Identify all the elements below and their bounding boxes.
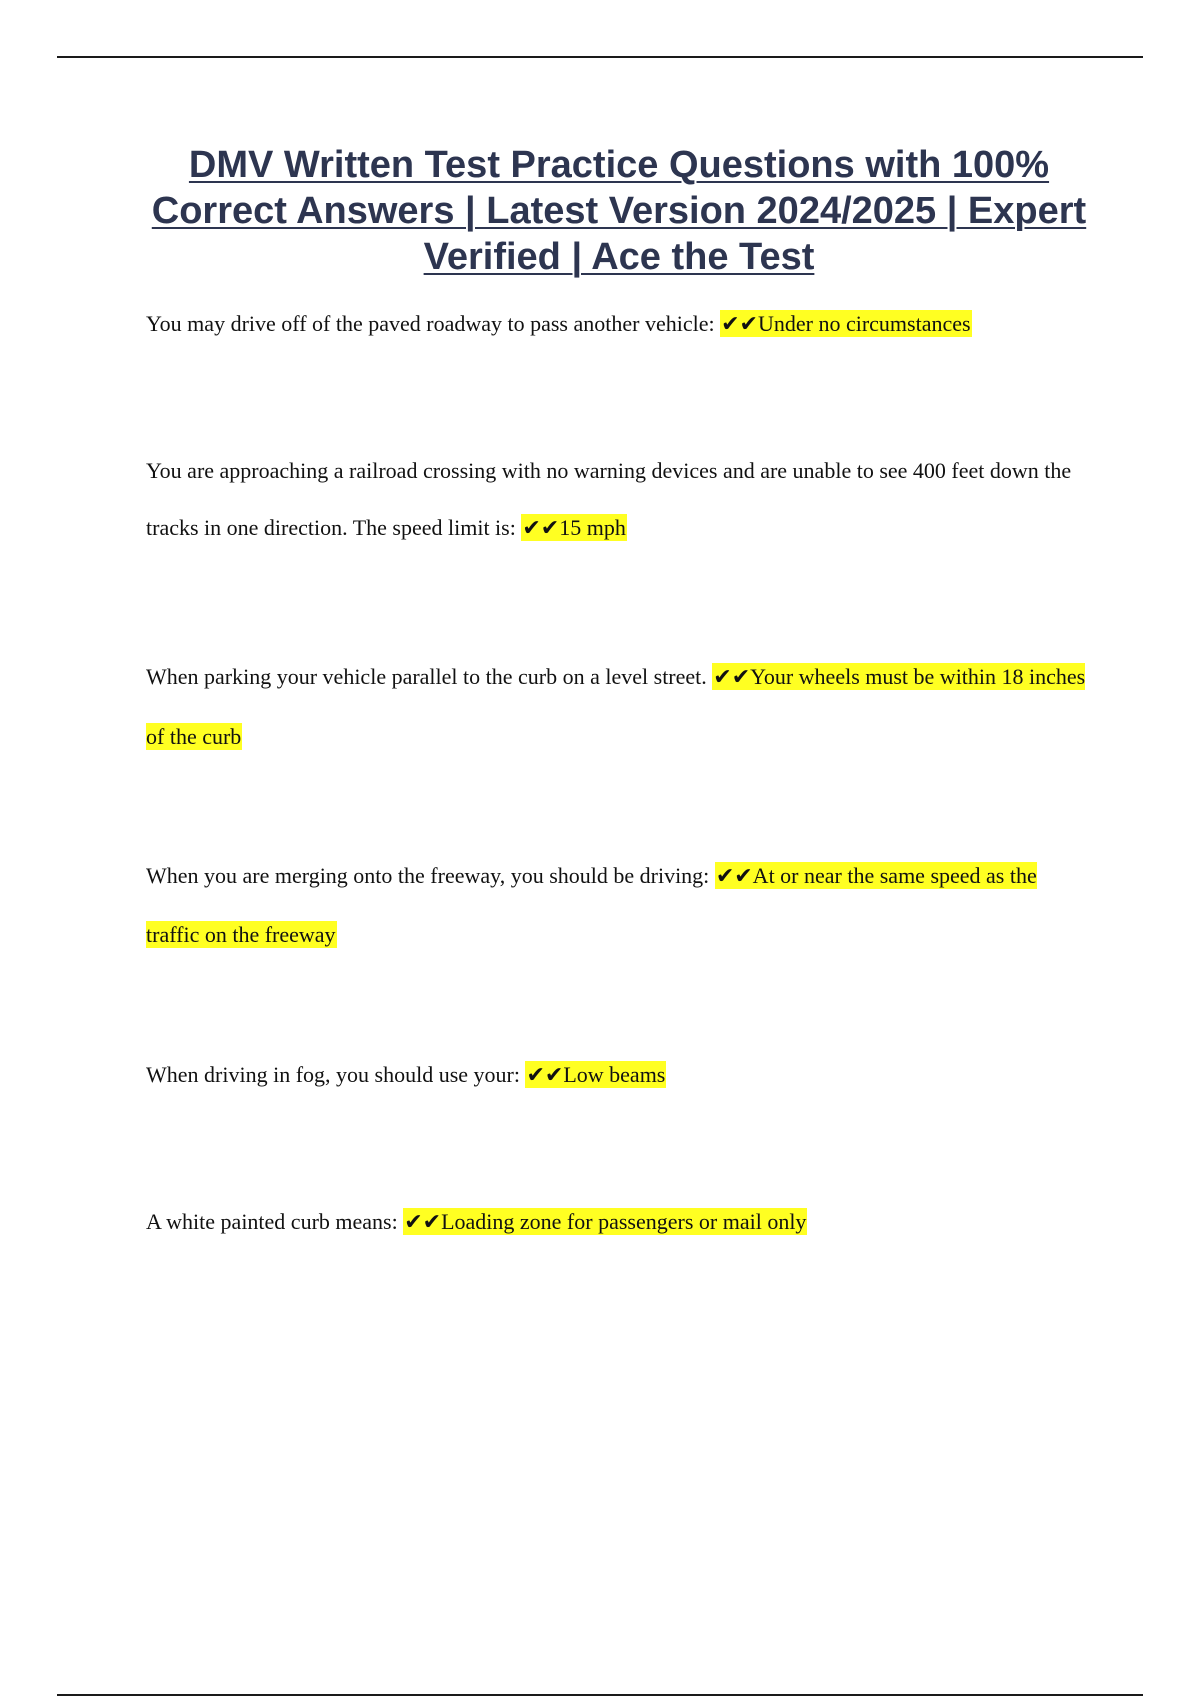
- answer-highlight: ✔✔Loading zone for passengers or mail only: [404, 1209, 807, 1234]
- question-text: A white painted curb means:: [146, 1209, 398, 1234]
- question-item: [146, 846, 1086, 964]
- answer-highlight: ✔✔Your wheels must be within 18 inches of the curb: [146, 664, 1086, 749]
- answer-highlight: ✔✔Low beams: [526, 1062, 666, 1087]
- question-item: [146, 296, 1086, 352]
- question-text: When you are merging onto the freeway, you should be driving:: [146, 863, 710, 888]
- question-item: [146, 442, 1086, 556]
- answer-highlight: ✔✔At or near the same speed as the traffic on the freeway: [146, 863, 1037, 947]
- question-text: When parking your vehicle parallel to the curb on a level street.: [146, 664, 707, 689]
- bottom-rule: [57, 1694, 1143, 1696]
- document-title: DMV Written Test Practice Questions with 100% Correct Answers | Latest Version 2024/2025 | Expert Verified | Ace the Test: [151, 144, 1087, 278]
- question-item: [146, 1193, 1086, 1250]
- answer-highlight: ✔✔Under no circumstances: [721, 311, 971, 336]
- question-item: [146, 647, 1086, 767]
- question-text: You are approaching a railroad crossing with no warning devices and are unable to see 400 feet down the tracks in one direction. The speed limit is:: [146, 458, 1072, 540]
- top-rule: [57, 56, 1143, 58]
- question-text: You may drive off of the paved roadway to pass another vehicle:: [146, 311, 715, 336]
- question-text: When driving in fog, you should use your:: [146, 1062, 520, 1087]
- answer-highlight: ✔✔15 mph: [522, 515, 626, 540]
- question-item: [146, 1046, 1086, 1103]
